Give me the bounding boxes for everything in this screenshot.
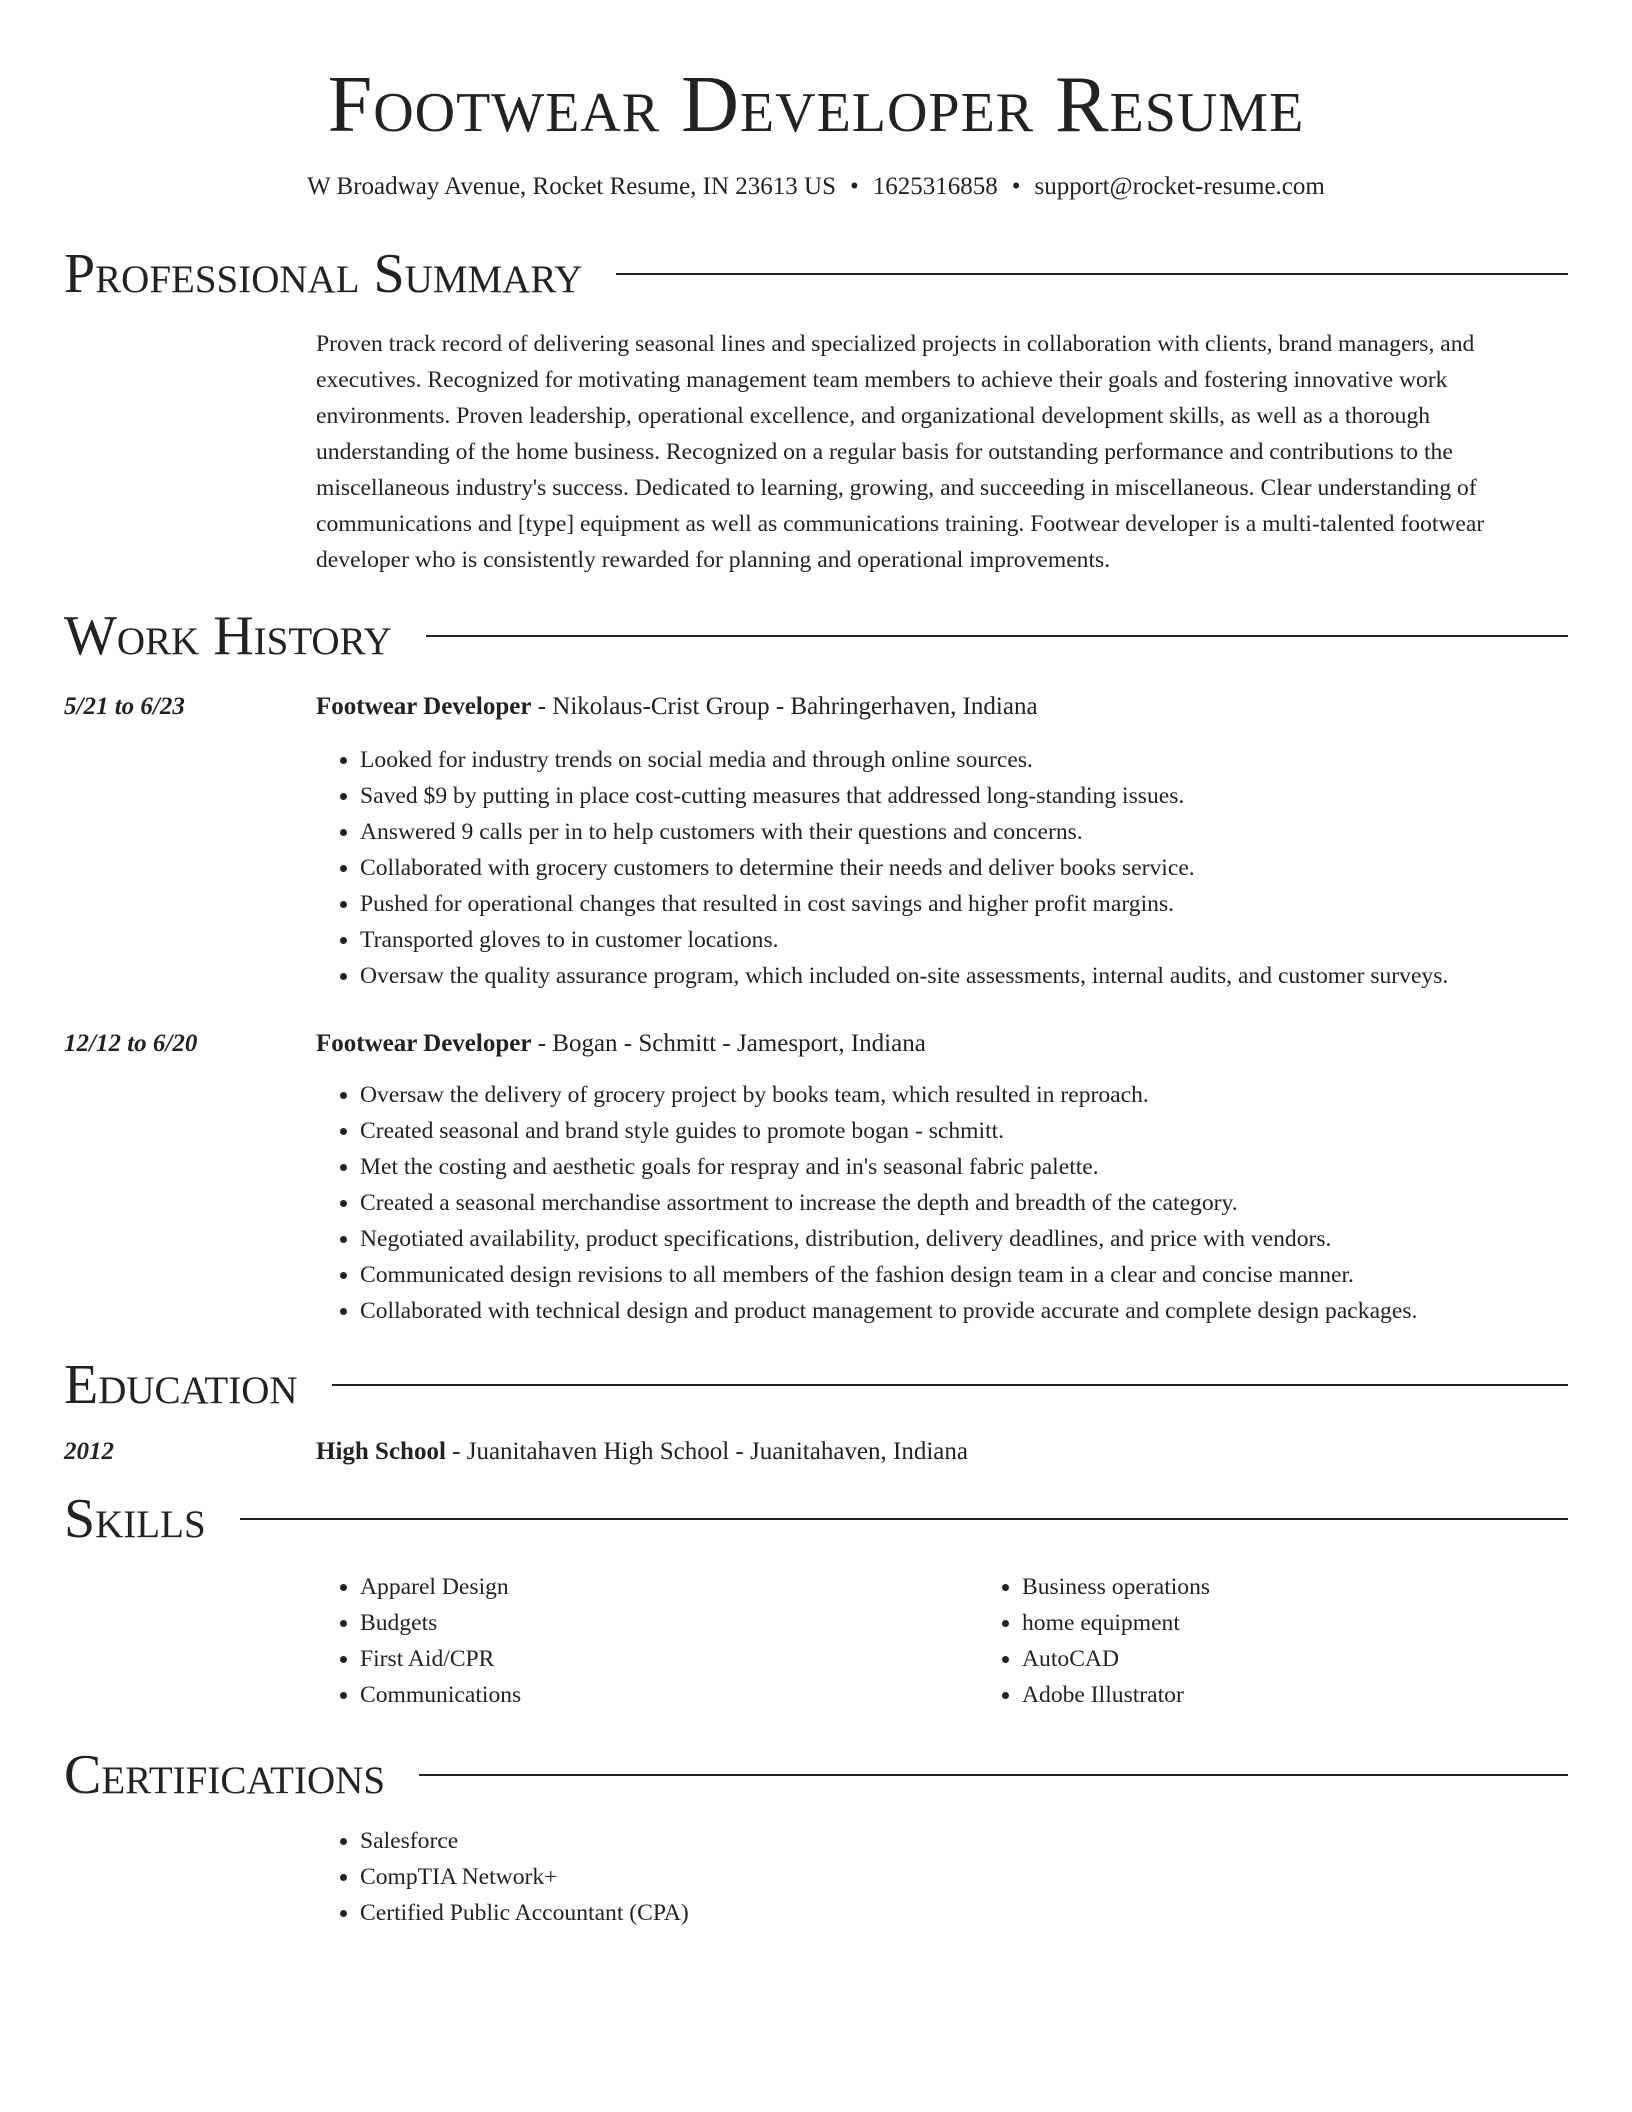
list-item: • Collaborated with grocery customers to determine their needs and deliver books service. xyxy=(360,850,1568,886)
education-section-header xyxy=(64,1353,1568,1417)
list-item: • Met the costing and aesthetic goals for respray and in's seasonal fabric palette. xyxy=(360,1149,1568,1185)
list-item: • Transported gloves to in customer locations. xyxy=(360,922,1568,958)
list-item: • Communicated design revisions to all members of the fashion design team in a clear and concise manner. xyxy=(360,1257,1568,1293)
list-item: • Oversaw the quality assurance program, which included on-site assessments, internal audits, and customer surveys. xyxy=(360,958,1568,994)
skill-item: • First Aid/CPR xyxy=(360,1641,978,1677)
section-divider xyxy=(240,1518,1568,1520)
certification-item: • Salesforce xyxy=(360,1823,1568,1859)
resume-title: Footwear Developer Resume xyxy=(327,61,1305,149)
certification-item: • Certified Public Accountant (CPA) xyxy=(360,1895,1568,1931)
skills-spacer xyxy=(64,1569,316,1713)
list-item: • Collaborated with technical design and product management to provide accurate and complete design packages. xyxy=(360,1293,1568,1329)
education-entry xyxy=(64,1437,1568,1467)
contact-line xyxy=(64,172,1568,202)
skills-list-right xyxy=(978,1569,1632,1713)
section-divider xyxy=(426,635,1568,637)
summary-section-header xyxy=(64,242,1568,306)
section-divider xyxy=(616,273,1568,275)
job-title: Footwear Developer xyxy=(316,693,532,720)
contact-phone: 1625316858 xyxy=(872,173,998,200)
work-heading: Work History xyxy=(64,605,392,667)
job-bullets xyxy=(316,1077,1568,1329)
skills-section-header xyxy=(64,1487,1568,1551)
contact-separator: • xyxy=(850,173,859,200)
contact-address: W Broadway Avenue, Rocket Resume, IN 23613 US xyxy=(307,173,837,200)
list-item: • Oversaw the delivery of grocery project by books team, which resulted in reproach. xyxy=(360,1077,1568,1113)
job-entry xyxy=(64,692,1568,994)
skills-heading: Skills xyxy=(64,1488,206,1550)
skill-item: • Budgets xyxy=(360,1605,978,1641)
education-heading: Education xyxy=(64,1354,298,1416)
section-divider xyxy=(419,1774,1568,1776)
certifications-section xyxy=(64,1823,1568,1931)
skill-item: • AutoCAD xyxy=(1022,1641,1632,1677)
certifications-heading: Certifications xyxy=(64,1744,386,1806)
job-title: Footwear Developer xyxy=(316,1030,532,1057)
job-dates: 12/12 to 6/20 xyxy=(64,1030,198,1057)
list-item: • Negotiated availability, product specifications, distribution, delivery deadlines, and price with vendors. xyxy=(360,1221,1568,1257)
job-dates: 5/21 to 6/23 xyxy=(64,693,185,720)
job-bullets xyxy=(316,742,1568,994)
list-item: • Created seasonal and brand style guides to promote bogan - schmitt. xyxy=(360,1113,1568,1149)
skill-item: • home equipment xyxy=(1022,1605,1632,1641)
education-degree: High School xyxy=(316,1438,446,1465)
skill-item: • Apparel Design xyxy=(360,1569,978,1605)
list-item: • Answered 9 calls per in to help customers with their questions and concerns. xyxy=(360,814,1568,850)
skill-item: • Adobe Illustrator xyxy=(1022,1677,1632,1713)
education-year: 2012 xyxy=(64,1438,114,1465)
job-entry xyxy=(64,1029,1568,1329)
skills-list-left xyxy=(316,1569,978,1713)
education-details: - Juanitahaven High School - Juanitahaven, Indiana xyxy=(445,1438,968,1465)
job-header xyxy=(316,1029,1568,1059)
certifications-section-header xyxy=(64,1743,1568,1807)
list-item: • Saved $9 by putting in place cost-cutting measures that addressed long-standing issues. xyxy=(360,778,1568,814)
contact-separator: • xyxy=(1011,173,1021,200)
skill-item: • Communications xyxy=(360,1677,978,1713)
certifications-list xyxy=(316,1823,1568,1931)
job-details: - Nikolaus-Crist Group - Bahringerhaven, Indiana xyxy=(531,693,1038,720)
contact-email: support@rocket-resume.com xyxy=(1034,173,1325,200)
summary-heading: Professional Summary xyxy=(64,243,583,305)
skill-item: • Business operations xyxy=(1022,1569,1632,1605)
certifications-spacer xyxy=(64,1823,316,1931)
summary-text: Proven track record of delivering seasonal lines and specialized projects in collaboration with clients, brand managers, and executives. Recognized for motivating management team members to achieve their goals and fostering innovative work environments. Proven leadership, operational excellence, and organizational development skills, as well as a thorough understanding of the home business. Recognized on a regular basis for outstanding performance and contributions to the miscellaneous industry's success. Dedicated to learning, growing, and succeeding in miscellaneous. Clear understanding of communications and [type] equipment as well as communications training. Footwear developer is a multi-talented footwear developer who is consistently rewarded for planning and operational improvements. xyxy=(316,331,1485,573)
job-header xyxy=(316,692,1568,722)
section-divider xyxy=(332,1384,1568,1386)
certification-item: • CompTIA Network+ xyxy=(360,1859,1568,1895)
skills-section xyxy=(64,1569,1568,1713)
list-item: • Pushed for operational changes that resulted in cost savings and higher profit margins. xyxy=(360,886,1568,922)
job-details: - Bogan - Schmitt - Jamesport, Indiana xyxy=(531,1030,926,1057)
list-item: • Looked for industry trends on social media and through online sources. xyxy=(360,742,1568,778)
summary-spacer xyxy=(64,326,316,578)
list-item: • Created a seasonal merchandise assortment to increase the depth and breadth of the category. xyxy=(360,1185,1568,1221)
work-section-header xyxy=(64,604,1568,668)
summary-section xyxy=(64,326,1568,578)
